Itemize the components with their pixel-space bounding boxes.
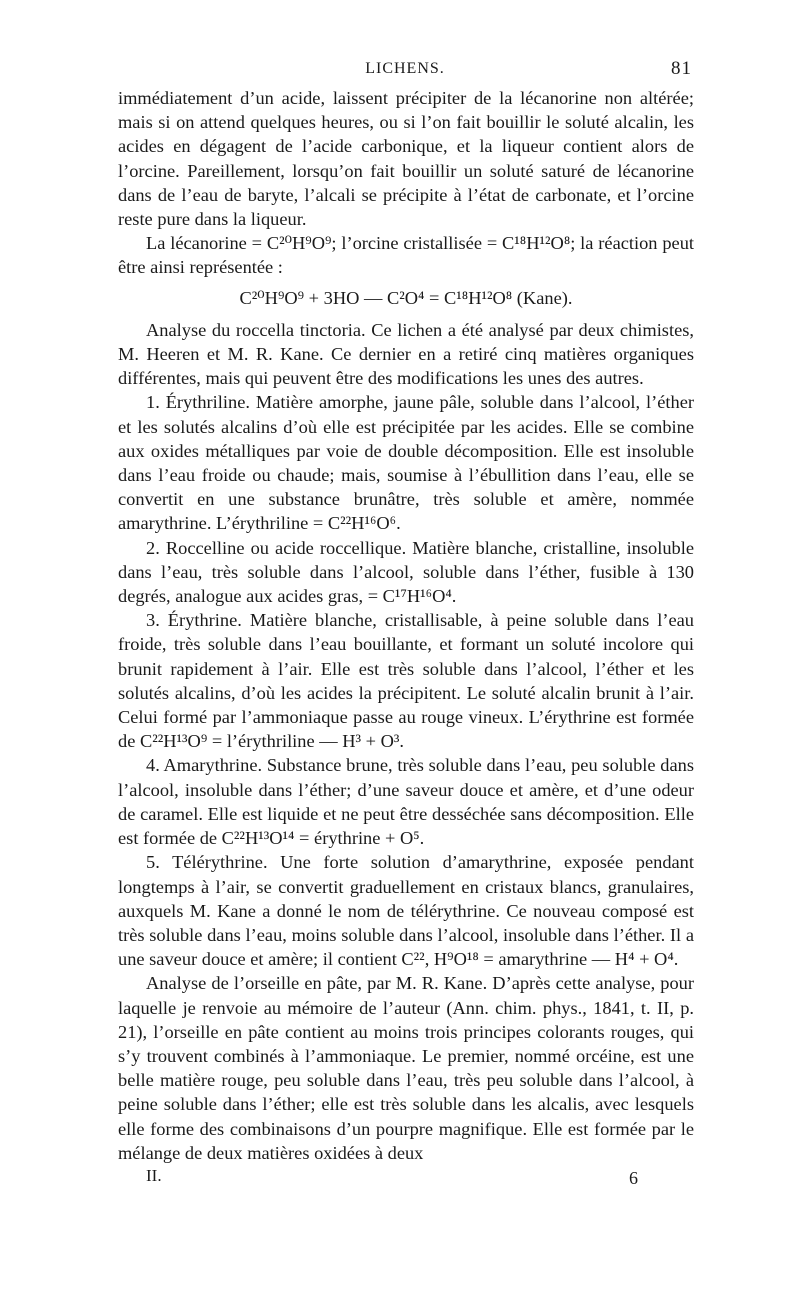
page-header: [118, 60, 692, 86]
reaction-formula: C²⁰H⁹O⁹ + 3HO — C²O⁴ = C¹⁸H¹²O⁸ (Kane).: [239, 287, 573, 308]
page-footer: [118, 1166, 638, 1196]
paragraph-orseille-analysis: Analyse de l’orseille en pâte, par M. R. Kane. D’après cette analyse, pour laquelle je renvoie au mémoire de l’auteur (Ann. chim. phys., 1841, t. II, p. 21), l’orseille en pâte contient au moins trois principes colorants rouges, qui s’y trouvent combinés à l’ammoniaque. Le premier, nommé orcéine, est une belle matière rouge, peu soluble dans l’eau, très peu soluble dans l’alcool, à peine soluble dans l’éther; elle est très soluble dans les alcalis, avec lesquels elle forme des combinaisons d’un pourpre magnifique. Elle est formée par le mélange de deux matières oxidées à deux: [118, 973, 694, 1163]
paragraph-roccelline: 2. Roccelline ou acide roccellique. Matière blanche, cristalline, insoluble dans l’eau, très soluble dans l’alcool, soluble dans l’éther, fusible à 130 degrés, analogue aux acides gras, = C¹⁷H¹⁶O⁴.: [118, 537, 694, 607]
paragraph-telerythrine: 5. Télérythrine. Une forte solution d’amarythrine, exposée pendant longtemps à l’air, se convertit graduellement en cristaux blancs, granulaires, auxquels M. Kane a donné le nom de télérythrine. Ce nouveau composé est très soluble dans l’eau, moins soluble dans l’alcool, insoluble dans l’éther. Il a une saveur douce et amère; il contient C²², H⁹O¹⁸ = amarythrine — H⁴ + O⁴.: [118, 852, 694, 970]
signature-number: 6: [629, 1168, 638, 1188]
paragraph-lecanorine-reaction: immédiatement d’un acide, laissent précipiter de la lécanorine non altérée; mais si on attend quelques heures, ou si l’on fait bouillir le soluté alcalin, les acides en dégagent de l’acide carbonique, et la liqueur contient alors de l’orcine. Pareillement, lorsqu’on fait bouillir un soluté saturé de lécanorine dans de l’eau de baryte, l’alcali se précipite à l’état de carbonate, et l’orcine reste pure dans la liqueur.: [118, 88, 694, 230]
running-head: LICHENS.: [365, 60, 445, 77]
page-body: [118, 86, 694, 1165]
paragraph-formulas: La lécanorine = C²⁰H⁹O⁹; l’orcine cristallisée = C¹⁸H¹²O⁸; la réaction peut être ainsi représentée :: [118, 233, 694, 278]
paragraph-erythrine: 3. Érythrine. Matière blanche, cristallisable, à peine soluble dans l’eau froide, très soluble dans l’eau bouillante, et formant un soluté incolore qui brunit rapidement à l’air. Elle est très soluble dans l’alcool, l’éther et les solutés alcalins, d’où les acides la précipitent. Le soluté alcalin brunit à l’air. Celui formé par l’ammoniaque passe au rouge vineux. L’érythrine est formée de C²²H¹³O⁹ = l’érythriline — H³ + O³.: [118, 610, 694, 752]
paragraph-erythriline: 1. Érythriline. Matière amorphe, jaune pâle, soluble dans l’alcool, l’éther et les solutés alcalins d’où elle est précipitée par les acides. Elle se combine aux oxides métalliques par voie de double décomposition. Elle est insoluble dans l’eau froide ou chaude; mais, soumise à l’ébullition dans l’eau, elle se convertit en une substance brunâtre, très soluble et amère, nommée amarythrine. L’érythriline = C²²H¹⁶O⁶.: [118, 392, 694, 534]
paragraph-amarythrine: 4. Amarythrine. Substance brune, très soluble dans l’eau, peu soluble dans l’alcool, insoluble dans l’éther; d’une saveur douce et amère, et d’une odeur de caramel. Elle est liquide et ne peut être desséchée sans décomposition. Elle est formée de C²²H¹³O¹⁴ = érythrine + O⁵.: [118, 755, 694, 849]
paragraph-roccella-analysis: Analyse du roccella tinctoria. Ce lichen a été analysé par deux chimistes, M. Heeren et M. R. Kane. Ce dernier en a retiré cinq matières organiques différentes, mais qui peuvent être des modifications les unes des autres.: [118, 319, 694, 389]
page-number: 81: [671, 58, 692, 79]
signature-mark: II.: [146, 1166, 162, 1185]
